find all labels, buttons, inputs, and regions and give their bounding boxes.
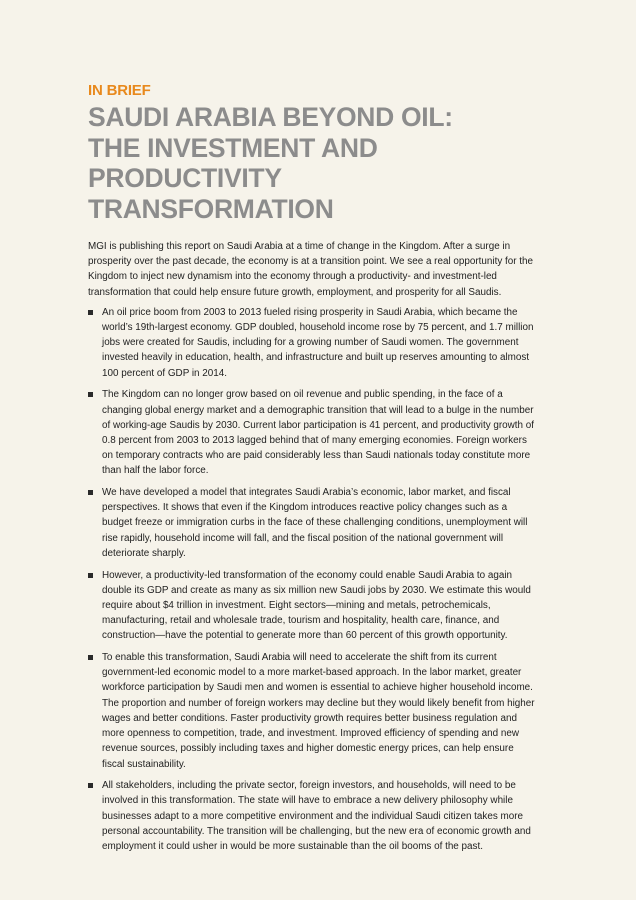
title-line-2: THE INVESTMENT AND PRODUCTIVITY	[88, 132, 378, 193]
bullet-item-1	[88, 305, 538, 381]
bullet-text: The Kingdom can no longer grow based on oil revenue and public spending, in the face of a changing global energy market and a demographic transition that will lead to a bulge in the number of working-age Saudis by 2030. Current labor participation is 41 percent, and productivity growth of 0.8 percent from 2003 to 2013 lagged behind that of many emerging economies. Foreign workers on temporary contracts who are paid considerably less than Saudi nationals today constitute more than half the labor force.	[102, 389, 534, 477]
bullet-text: However, a productivity-led transformation of the economy could enable Saudi Arabia to again double its GDP and create as many as six million new Saudi jobs by 2030. We estimate this would require about $4 trillion in investment. Eight sectors—mining and metals, petrochemicals, manufacturing, retail and wholesale trade, tourism and hospitality, health care, finance, and construction—have the potential to generate more than 60 percent of this growth opportunity.	[102, 569, 531, 642]
intro-paragraph: MGI is publishing this report on Saudi Arabia at a time of change in the Kingdom. After a surge in prosperity over the past decade, the economy is at a transition point. We see a real opportunity for the Kingdom to inject new dynamism into the economy through a productivity- and investment-led transformation that could help ensure future growth, employment, and prosperity for all Saudis.	[88, 241, 533, 298]
page-title	[88, 102, 538, 224]
bullet-text: To enable this transformation, Saudi Arabia will need to accelerate the shift from its current government-led economic model to a more market-based approach. In the labor market, greater workforce participation by Saudi men and women is essential to achieve higher household income. The proportion and number of foreign workers may decline but they would likely benefit from higher wages and better conditions. Faster productivity growth requires better business regulation and more openness to competition, trade, and investment. Improved efficiency of spending and new revenue sources, possibly including taxes and higher domestic energy prices, can help ensure fiscal sustainability.	[102, 652, 535, 770]
bullet-text: An oil price boom from 2003 to 2013 fueled rising prosperity in Saudi Arabia, which became the world’s 19th-largest economy. GDP doubled, household income rose by 75 percent, and 1.7 million jobs were created for Saudis, including for a growing number of Saudi women. The government invested heavily in education, health, and infrastructure and built up reserves amounting to almost 100 percent of GDP in 2014.	[102, 306, 534, 379]
bullet-item-5	[88, 650, 538, 772]
section-kicker: IN BRIEF	[88, 82, 151, 99]
square-bullet-icon	[88, 490, 93, 495]
square-bullet-icon	[88, 310, 93, 315]
in-brief-page	[88, 82, 538, 861]
bullet-item-4	[88, 568, 538, 644]
square-bullet-icon	[88, 392, 93, 397]
square-bullet-icon	[88, 573, 93, 578]
bullet-item-3	[88, 485, 538, 561]
square-bullet-icon	[88, 783, 93, 788]
bullet-item-6	[88, 778, 538, 854]
bullet-text: All stakeholders, including the private sector, foreign investors, and households, will need to be involved in this transformation. The state will have to embrace a new delivery philosophy while businesses adapt to a more competitive environment and the individual Saudi citizen takes more personal accountability. The transition will be challenging, but the new era of economic growth and employment it could usher in would be more sustainable than the oil booms of the past.	[102, 780, 531, 853]
title-line-1: SAUDI ARABIA BEYOND OIL:	[88, 102, 453, 132]
bullet-item-2	[88, 387, 538, 478]
square-bullet-icon	[88, 655, 93, 660]
bullet-list	[88, 305, 538, 854]
title-line-3: TRANSFORMATION	[88, 193, 334, 224]
bullet-text: We have developed a model that integrates Saudi Arabia’s economic, labor market, and fiscal perspectives. It shows that even if the Kingdom introduces reactive policy changes such as a budget freeze or immigration curbs in the face of these challenging conditions, unemployment will rise rapidly, household income will fall, and the fiscal position of the national government will deteriorate sharply.	[102, 487, 528, 559]
